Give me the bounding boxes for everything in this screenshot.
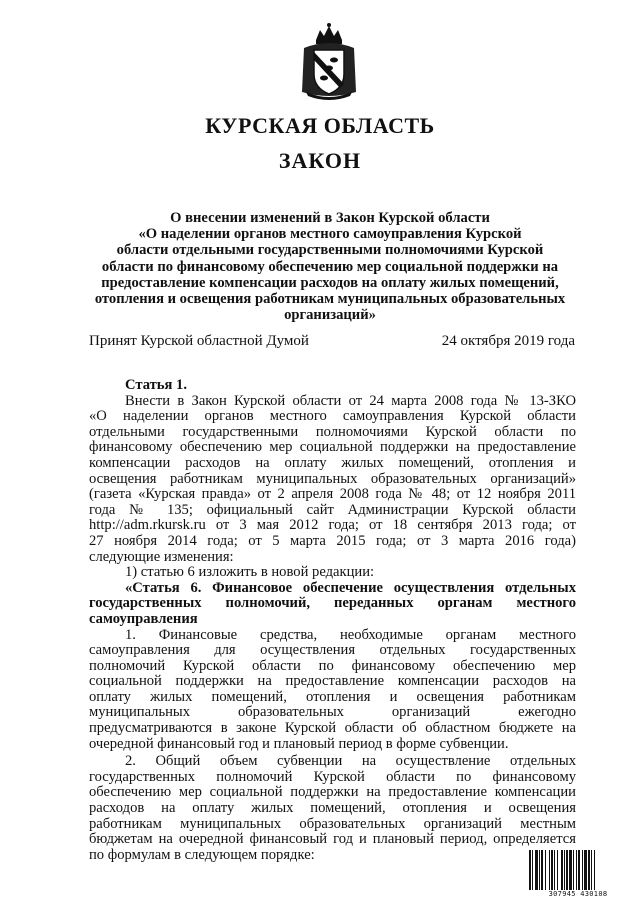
barcode-bar bbox=[564, 850, 565, 890]
adoption-line bbox=[89, 333, 575, 350]
adoption-date: 24 октября 2019 года bbox=[441, 333, 575, 349]
body-line: социальной поддержки на предоставление компенсации расходов на bbox=[89, 674, 576, 690]
barcode-bar bbox=[584, 850, 587, 890]
body-line: государственных полномочий, переданных органам местного bbox=[89, 596, 576, 612]
barcode-bar bbox=[535, 850, 538, 890]
body-line: полномочий Курской области по финансовому обеспечению мер bbox=[89, 658, 576, 674]
title-line: О внесении изменений в Закон Курской области bbox=[170, 210, 490, 226]
body-line: муниципальных образовательных организаций ежегодно bbox=[89, 705, 576, 721]
body-line: «О наделении органов местного самоуправления Курской области bbox=[89, 409, 576, 425]
body-line: 1. Финансовые средства, необходимые органам местного bbox=[125, 627, 576, 643]
document-type: ЗАКОН bbox=[278, 148, 362, 173]
body-line: очередной финансовый год и плановый период в форме субвенции. bbox=[89, 735, 509, 752]
barcode-bar bbox=[541, 850, 543, 890]
body-line: «Статья 6. Финансовое обеспечение осуществления отдельных bbox=[125, 580, 576, 596]
body-line: 27 ноября 2014 года; от 5 марта 2015 года; от 3 марта 2016 года) bbox=[89, 533, 576, 549]
body-line: бюджетам на очередной финансовый год и плановый период, определяется bbox=[89, 832, 576, 848]
body-line: http://adm.rkursk.ru от 3 мая 2012 года; от 18 сентября 2013 года; от bbox=[89, 518, 576, 534]
barcode-bar bbox=[578, 850, 580, 890]
barcode-bar bbox=[557, 850, 558, 890]
barcode-bar bbox=[532, 850, 533, 890]
body-line: компенсации расходов на оплату жилых помещений, отопления и bbox=[89, 455, 576, 471]
region-name: КУРСКАЯ ОБЛАСТЬ bbox=[205, 113, 435, 138]
body-line: финансовому обеспечению мер социальной поддержки на предоставление bbox=[89, 440, 576, 456]
barcode-bar bbox=[529, 850, 531, 890]
barcode-icon bbox=[528, 850, 628, 890]
barcode-bar bbox=[551, 850, 553, 890]
body-line: отдельными государственными полномочиями Курской области по bbox=[89, 424, 576, 440]
adopted-by: Принят Курской областной Думой bbox=[89, 333, 309, 349]
body-line: Внести в Закон Курской области от 24 марта 2008 года № 13-ЗКО bbox=[125, 393, 576, 409]
body-line: работникам муниципальных образовательных организаций местным bbox=[89, 816, 576, 832]
body-line: 1) статью 6 изложить в новой редакции: bbox=[125, 564, 375, 581]
body-line: предусматриваются в законе Курской области об областном бюджете на bbox=[89, 721, 576, 737]
body-line: следующие изменения: bbox=[89, 548, 234, 565]
barcode-bar bbox=[539, 850, 540, 890]
barcode-number: 307945 430108 bbox=[548, 890, 608, 898]
body-line: самоуправления для осуществления отдельных государственных bbox=[89, 643, 576, 659]
barcode-bar bbox=[591, 850, 592, 890]
title-line: области отдельными государственными полномочиями Курской bbox=[116, 242, 544, 259]
body-line: самоуправления bbox=[89, 610, 198, 627]
barcode-bar bbox=[566, 850, 568, 890]
barcode-bar bbox=[573, 850, 574, 890]
body-line: обеспечению мер социальной поддержки на предоставление компенсации bbox=[89, 785, 576, 801]
body-line: (газета «Курская правда» от 2 апреля 2008 года № 48; от 12 ноября 2011 bbox=[89, 487, 576, 503]
title-line: организаций» bbox=[284, 307, 376, 324]
body-line: 2. Общий объем субвенции на осуществление отдельных bbox=[125, 754, 576, 770]
barcode-bar bbox=[569, 850, 572, 890]
body-line: расходов на оплату жилых помещений, отопления и освещения bbox=[89, 801, 576, 817]
title-line: «О наделении органов местного самоуправления Курской bbox=[138, 226, 522, 243]
body-line: по формулам в следующем порядке: bbox=[89, 846, 315, 863]
barcode-bar bbox=[588, 850, 590, 890]
barcode-bar bbox=[545, 850, 546, 890]
barcode-bar bbox=[549, 850, 550, 890]
body-line: года № 135; официальный сайт Администрации Курской области bbox=[89, 502, 576, 518]
barcode-bar bbox=[561, 850, 563, 890]
body-line: оплату жилых помещений, отопления и освещения работникам bbox=[89, 689, 576, 705]
title-line: области по финансовому обеспечению мер социальной поддержки на bbox=[101, 258, 559, 275]
barcode-bar bbox=[594, 850, 595, 890]
barcode-bar bbox=[554, 850, 555, 890]
title-line: отопления и освещения работникам муниципальных образовательных bbox=[94, 291, 566, 308]
body-line: освещения работникам муниципальных образовательных организаций» bbox=[89, 471, 576, 487]
coat-of-arms-kursk-icon bbox=[298, 22, 360, 102]
law-body bbox=[89, 378, 576, 863]
article-1-heading: Статья 1. bbox=[125, 377, 187, 393]
title-line: предоставление компенсации расходов на оплату жилых помещений, bbox=[101, 274, 559, 291]
barcode-bar bbox=[582, 850, 583, 890]
law-title bbox=[86, 210, 574, 323]
body-line: государственных полномочий Курской области по финансовому bbox=[89, 769, 576, 785]
barcode-bar bbox=[576, 850, 577, 890]
